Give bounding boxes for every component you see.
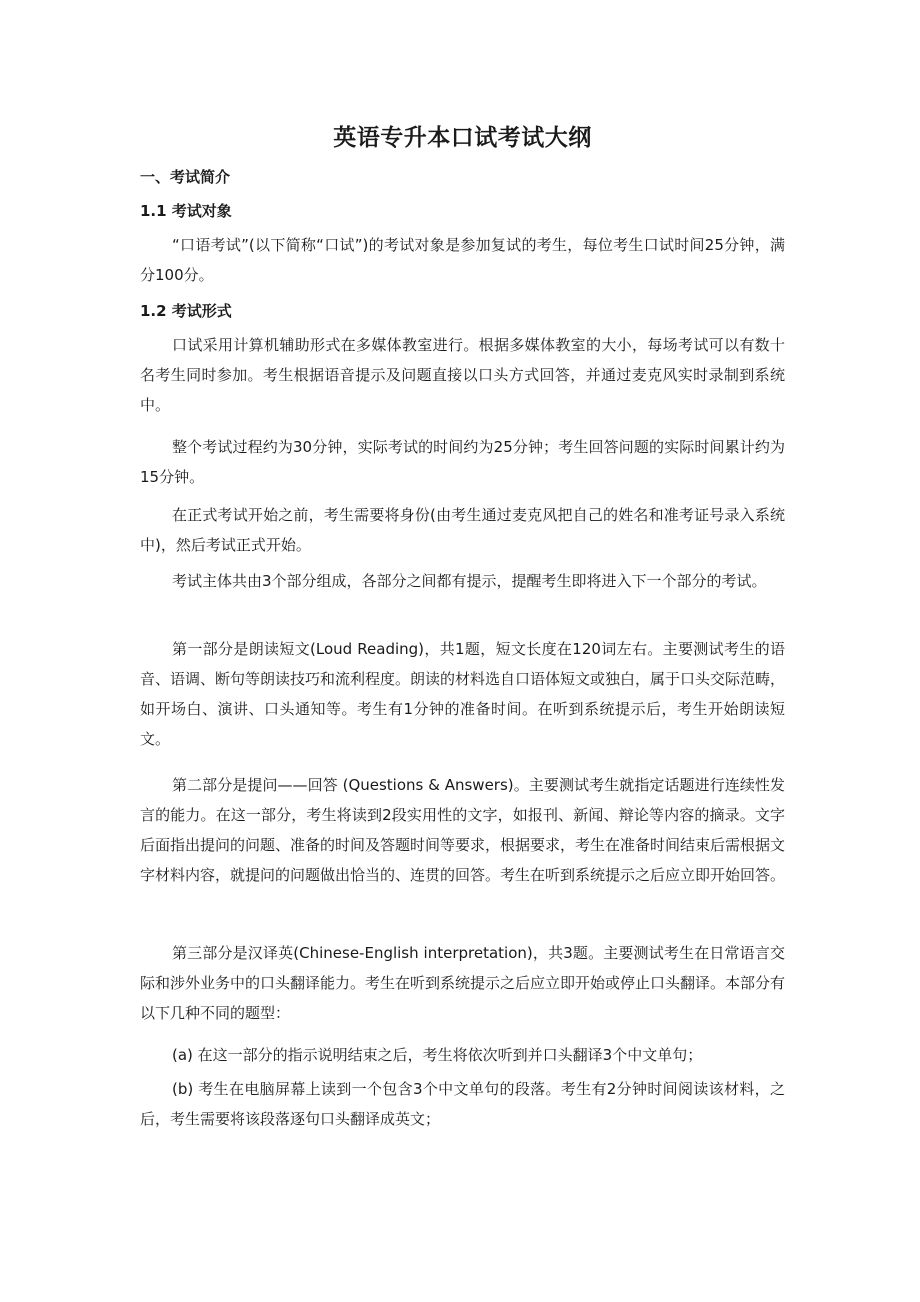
paragraph-format-1: 口试采用计算机辅助形式在多媒体教室进行。根据多媒体教室的大小，每场考试可以有数十名考生同时参加。考生根据语音提示及问题直接以口头方式回答，并通过麦克风实时录制到系统中。 — [140, 336, 785, 414]
paragraph-type-a: (a) 在这一部分的指示说明结束之后，考生将依次听到并口头翻译3个中文单句； — [172, 1046, 703, 1064]
paragraph-format-2: 整个考试过程约为30分钟，实际考试的时间约为25分钟；考生回答问题的实际时间累计约为15分钟。 — [140, 438, 785, 486]
paragraph-format-3: 在正式考试开始之前，考生需要将身份(由考生通过麦克风把自己的姓名和准考证号录入系统中)，然后考试正式开始。 — [140, 506, 785, 554]
section-heading-intro: 一、考试简介 — [140, 168, 231, 186]
document-title: 英语专升本口试考试大纲 — [333, 125, 592, 151]
paragraph-exam-target: “口语考试”(以下简称“口试”)的考试对象是参加复试的考生，每位考生口试时间25分钟，满分100分。 — [140, 236, 785, 284]
paragraph-part-three: 第三部分是汉译英(Chinese-English interpretation)，共3题。主要测试考生在日常语言交际和涉外业务中的口头翻译能力。考生在听到系统提示之后应立即开始或停止口头翻译。本部分有以下几种不同的题型： — [140, 944, 786, 1022]
paragraph-part-two: 第二部分是提问——回答 (Questions & Answers)。主要测试考生就指定话题进行连续性发言的能力。在这一部分，考生将读到2段实用性的文字，如报刊、新闻、辩论等内容的摘录。文字后面指出提问的问题、准备的时间及答题时间等要求，根据要求，考生在准备时间结束后需根据文字材料内容，就提问的问题做出恰当的、连贯的回答。考生在听到系统提示之后应立即开始回答。 — [140, 776, 786, 884]
subsection-heading-exam-target: 1.1 考试对象 — [140, 202, 232, 220]
paragraph-part-one: 第一部分是朗读短文(Loud Reading)，共1题，短文长度在120词左右。主要测试考生的语音、语调、断句等朗读技巧和流利程度。朗读的材料选自口语体短文或独白，属于口头交际范畴，如开场白、演讲、口头通知等。考生有1分钟的准备时间。在听到系统提示后，考生开始朗读短文。 — [140, 640, 786, 748]
paragraph-format-4: 考试主体共由3个部分组成，各部分之间都有提示，提醒考生即将进入下一个部分的考试。 — [172, 572, 767, 590]
subsection-heading-exam-format: 1.2 考试形式 — [140, 302, 232, 320]
paragraph-type-b: (b) 考生在电脑屏幕上读到一个包含3个中文单句的段落。考生有2分钟时间阅读该材料，之后，考生需要将该段落逐句口头翻译成英文； — [140, 1080, 785, 1128]
